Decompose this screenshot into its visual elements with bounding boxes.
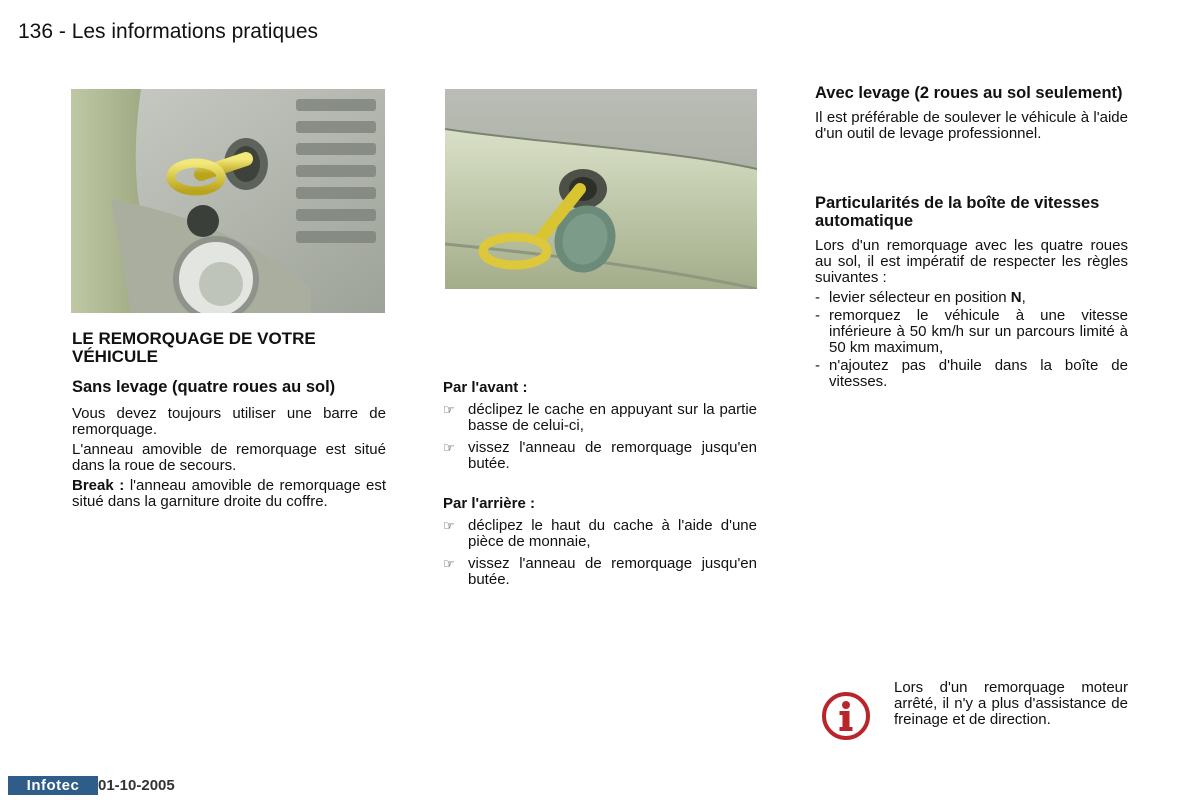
list-item-text: vissez l'anneau de remorquage jusqu'en butée. [468, 555, 757, 588]
print-date: 01-10-2005 [98, 777, 175, 794]
warning-note: Lors d'un remorquage moteur arrêté, il n'y a plus d'assistance de freinage et de direction. [894, 679, 1128, 728]
column-left [72, 330, 386, 510]
pointing-hand-icon: ☞ [443, 402, 455, 417]
paragraph: Lors d'un remorquage avec les quatre roues au sol, il est impératif de respecter les règles suivantes : [815, 237, 1128, 286]
list-item [443, 518, 757, 550]
list-item-text: déclipez le haut du cache à l'aide d'une pièce de monnaie, [468, 517, 757, 550]
list-item-text: remorquez le véhicule à une vitesse inférieure à 50 km/h sur un parcours limité à 50 km maximum, [829, 307, 1128, 356]
pointing-hand-icon: ☞ [443, 518, 455, 533]
dash-marker: - [815, 289, 820, 306]
list-item [815, 308, 1128, 356]
page-title: 136 - Les informations pratiques [18, 20, 318, 43]
list-item-text: levier sélecteur en position [829, 289, 1011, 306]
info-icon [820, 690, 872, 742]
subheading: Par l'arrière : [443, 495, 535, 512]
paragraph: Il est préférable de soulever le véhicule à l'aide d'un outil de levage professionnel. [815, 109, 1128, 142]
list-item-text: déclipez le cache en appuyant sur la partie basse de celui-ci, [468, 401, 757, 434]
brand-logo: Infotec [8, 776, 98, 795]
subheading: Par l'avant : [443, 379, 528, 396]
column-right [815, 84, 1128, 390]
pointing-hand-icon: ☞ [443, 440, 455, 455]
subsection-title: Particularités de la boîte de vitesses automatique [815, 194, 1100, 230]
bold-label: Break : [72, 477, 125, 494]
list-item-text: , [1021, 289, 1026, 306]
paragraph [72, 478, 386, 510]
paragraph: Vous devez toujours utiliser une barre de remorquage. [72, 405, 386, 438]
list-item-bold: N [1010, 289, 1022, 306]
dash-marker: - [815, 357, 820, 374]
subsection-title: Sans levage (quatre roues au sol) [72, 378, 336, 396]
paragraph: L'anneau amovible de remorquage est situé dans la roue de secours. [72, 441, 386, 474]
list-item-text: vissez l'anneau de remorquage jusqu'en butée. [468, 439, 757, 472]
list-item [815, 290, 1128, 306]
dash-marker: - [815, 307, 820, 324]
towing-eye-front-illustration [71, 89, 385, 313]
subsection-title: Avec levage (2 roues au sol seulement) [815, 84, 1123, 102]
paragraph-text: l'anneau amovible de remorquage est situé dans la garniture droite du coffre. [72, 477, 386, 510]
list-item-text: n'ajoutez pas d'huile dans la boîte de vitesses. [829, 357, 1128, 390]
column-middle [443, 380, 757, 588]
pointing-hand-icon: ☞ [443, 556, 455, 571]
list-item [443, 402, 757, 434]
towing-eye-rear-illustration [445, 89, 757, 289]
list-item [815, 358, 1128, 390]
list-item [443, 556, 757, 588]
list-item [443, 440, 757, 472]
section-title: LE REMORQUAGE DE VOTRE VÉHICULE [72, 329, 316, 366]
